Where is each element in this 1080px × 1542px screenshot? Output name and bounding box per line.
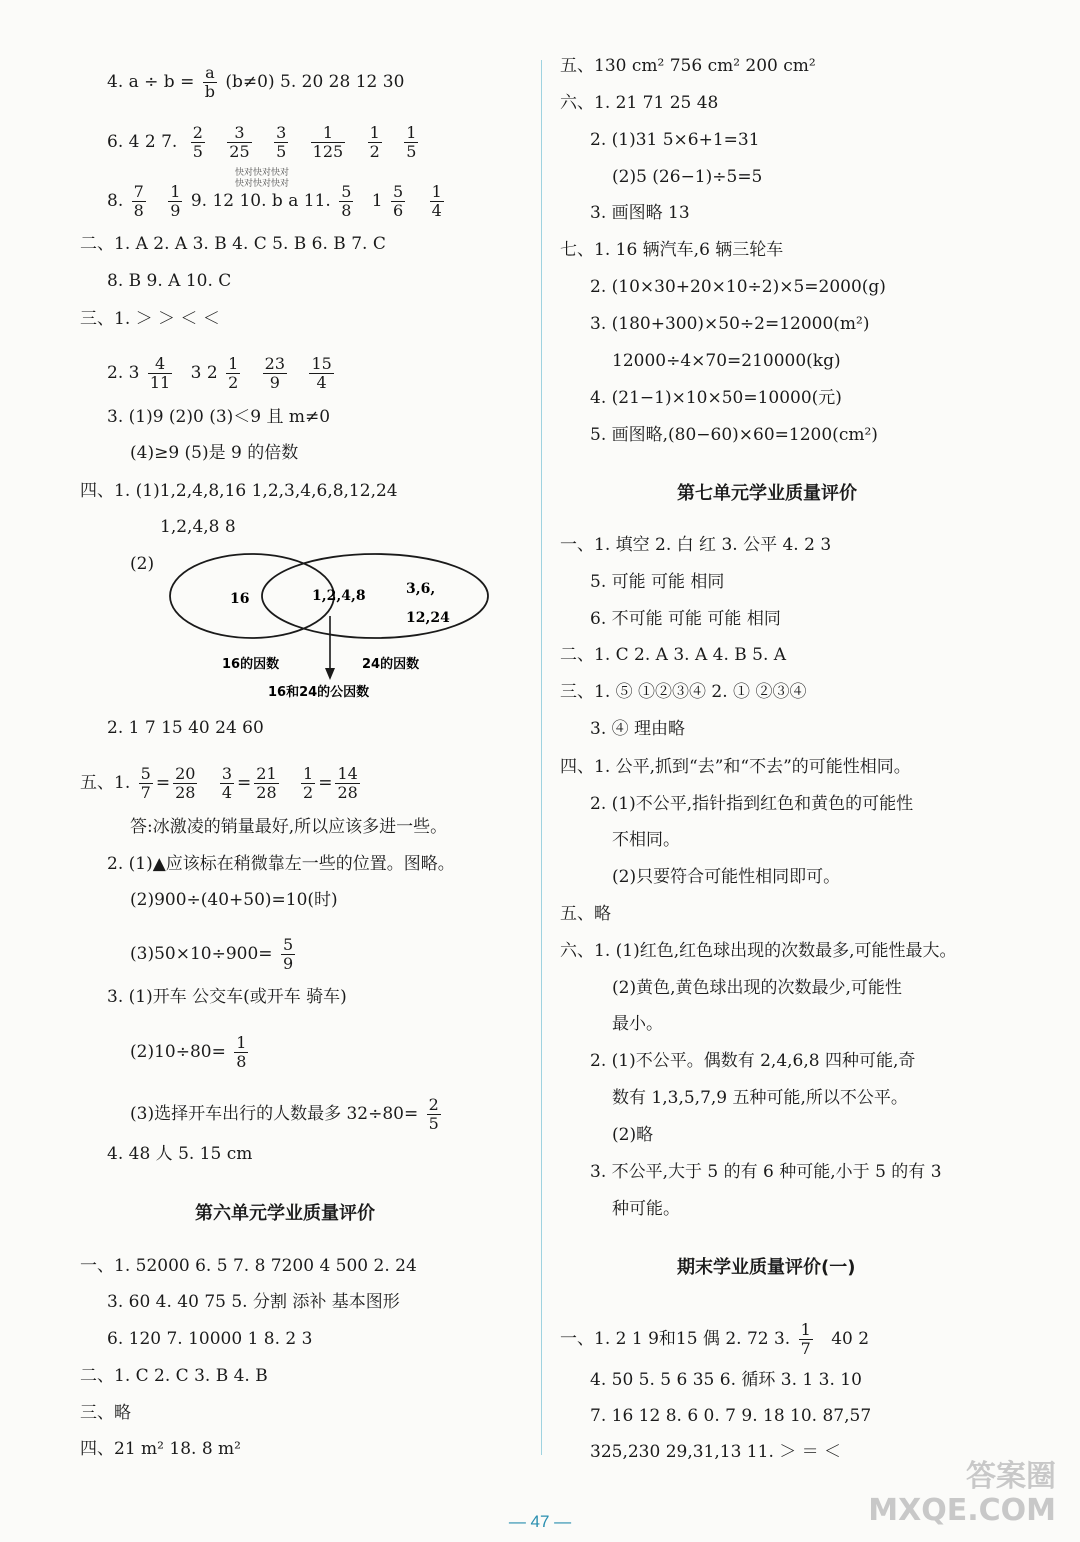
answer-line: 4. a ÷ b = $\frac{a}{b}$ (b≠0) 5. 20 28 12 30 (107, 63, 405, 101)
answer-line: (2) (130, 554, 155, 574)
page-number: — 47 — (508, 1512, 572, 1531)
venn-mid-text: 1,2,4,8 (312, 588, 366, 604)
answer-line: 5. 画图略,(80−60)×60=1200(cm²) (590, 425, 878, 445)
answer-line: 一、1. 填空 2. 白 红 3. 公平 4. 2 3 (560, 535, 832, 555)
venn-diagram (160, 548, 500, 703)
answer-line: 六、1. (1)红色,红色球出现的次数最多,可能性最大。 (560, 941, 957, 961)
answer-line: 五、1. $\frac{5}{7}$ = $\frac{20}{28}$ $\frac{3}{4}$ = $\frac{21}{28}$ $\frac{1}{2}$ = $\frac{14}{28}$ (80, 764, 358, 802)
answer-line: 数有 1,3,5,7,9 五种可能,所以不公平。 (612, 1088, 908, 1108)
answer-line: 一、1. 2 1 9和15 偶 2. 72 3. $\frac{1}{7}$ 40 2 (560, 1320, 870, 1358)
answer-line: 三、1. ⑤ ①②③④ 2. ① ②③④ (560, 682, 807, 702)
venn-right-circle (262, 554, 488, 638)
answer-line: (2)10÷80= $\frac{1}{8}$ (130, 1033, 247, 1071)
venn-label-bottom: 16和24的公因数 (268, 685, 370, 700)
answer-line: (2)略 (612, 1125, 654, 1145)
answer-line: 3. 画图略 13 (590, 203, 690, 223)
answer-line: 4. (21−1)×10×50=10000(元) (590, 388, 842, 408)
answer-line: 四、1. (1)1,2,4,8,16 1,2,3,4,6,8,12,24 (80, 481, 398, 501)
answer-line: 8. B 9. A 10. C (107, 271, 232, 291)
answer-line: 四、21 m² 18. 8 m² (80, 1439, 241, 1459)
answer-line: 一、1. 52000 6. 5 7. 8 7200 4 500 2. 24 (80, 1256, 417, 1276)
answer-line: 答:冰激凌的销量最好,所以应该多进一些。 (130, 817, 448, 837)
answer-line: 六、1. 21 71 25 48 (560, 93, 719, 113)
venn-right-text-1: 3,6, (406, 581, 436, 597)
section-heading: 第七单元学业质量评价 (677, 483, 857, 504)
answer-line: 6. 不可能 可能 可能 相同 (590, 609, 781, 629)
section-heading: 期末学业质量评价(一) (677, 1257, 856, 1278)
answer-line: 8. $\frac{7}{8}$ $\frac{1}{9}$ 9. 12 10. b a 11. $\frac{5}{8}$ 1 $\frac{5}{6}$ $\frac{1}{4}$ (107, 182, 442, 220)
watermark-stamp: 快对快对快对 快对快对快对 (235, 168, 290, 189)
answer-line: 6. 120 7. 10000 1 8. 2 3 (107, 1329, 313, 1349)
answer-line: 2. (10×30+20×10÷2)×5=2000(g) (590, 277, 886, 297)
answer-line: 2. (1)31 5×6+1=31 (590, 130, 760, 150)
fraction: $\frac{a}{b}$ (204, 63, 215, 101)
answer-line: 五、略 (560, 904, 611, 924)
answer-line: 3. (1)开车 公交车(或开车 骑车) (107, 987, 347, 1007)
venn-label-left: 16的因数 (222, 657, 280, 672)
venn-left-text: 16 (230, 591, 250, 607)
answer-line: 1,2,4,8 8 (160, 517, 236, 537)
answer-line: 种可能。 (612, 1199, 680, 1219)
section-heading: 第六单元学业质量评价 (195, 1203, 375, 1224)
column-divider (541, 60, 542, 1455)
venn-label-right: 24的因数 (362, 657, 420, 672)
answer-line: 七、1. 16 辆汽车,6 辆三轮车 (560, 240, 784, 260)
answer-line: (4)≥9 (5)是 9 的倍数 (130, 443, 299, 463)
answer-line: 最小。 (612, 1014, 663, 1034)
answer-line: 五、130 cm² 756 cm² 200 cm² (560, 56, 816, 76)
answer-line: 四、1. 公平,抓到“去”和“不去”的可能性相同。 (560, 757, 911, 777)
venn-arrow-head (325, 668, 335, 680)
venn-left-circle (170, 554, 334, 638)
answer-line: 2. (1)▲应该标在稍微靠左一些的位置。图略。 (107, 854, 455, 874)
answer-line: (3)50×10÷900= $\frac{5}{9}$ (130, 935, 294, 973)
answer-line: 二、1. C 2. C 3. B 4. B (80, 1366, 268, 1386)
answer-line: (3)选择开车出行的人数最多 32÷80= $\frac{2}{5}$ (130, 1095, 439, 1133)
venn-right-text-2: 12,24 (406, 610, 450, 626)
answer-line: (2)黄色,黄色球出现的次数最少,可能性 (612, 978, 902, 998)
answer-line: 2. (1)不公平,指针指到红色和黄色的可能性 (590, 794, 914, 814)
answer-line: 5. 可能 可能 相同 (590, 572, 725, 592)
answer-line: 二、1. C 2. A 3. A 4. B 5. A (560, 645, 787, 665)
answer-line: 7. 16 12 8. 6 0. 7 9. 18 10. 87,57 (590, 1406, 872, 1426)
answer-line: 三、1. ＞ ＞ ＜ ＜ (80, 309, 220, 329)
answer-line: 4. 50 5. 5 6 35 6. 循环 3. 1 3. 10 (590, 1370, 862, 1390)
answer-line: (2)5 (26−1)÷5=5 (612, 167, 763, 187)
answer-line: 不相同。 (612, 830, 680, 850)
answer-line: 325,230 29,31,13 11. ＞ ＝ ＜ (590, 1442, 842, 1462)
answer-line: 三、略 (80, 1403, 131, 1423)
answer-line: 二、1. A 2. A 3. B 4. C 5. B 6. B 7. C (80, 234, 386, 254)
answer-line: 2. 3 $\frac{4}{11}$ 3 2 $\frac{1}{2}$ $\frac{23}{9}$ $\frac{15}{4}$ (107, 354, 332, 392)
answer-line: 4. 48 人 5. 15 cm (107, 1144, 253, 1164)
answer-line: 6. 4 2 7. $\frac{2}{5}$ $\frac{3}{25}$ $\frac{3}{5}$ $\frac{1}{125}$ $\frac{1}{2}$ $\frac{1}{5}$ (107, 123, 417, 161)
answer-line: 2. 1 7 15 40 24 60 (107, 718, 264, 738)
answer-line: 3. (1)9 (2)0 (3)＜9 且 m≠0 (107, 407, 331, 427)
answer-line: 3. 60 4. 40 75 5. 分割 添补 基本图形 (107, 1292, 400, 1312)
answer-line: 2. (1)不公平。偶数有 2,4,6,8 四种可能,奇 (590, 1051, 916, 1071)
brand-watermark: 答案圈 MXQE.COM (868, 1459, 1056, 1528)
answer-line: 3. (180+300)×50÷2=12000(m²) (590, 314, 870, 334)
answer-line: 3. 不公平,大于 5 的有 6 种可能,小于 5 的有 3 (590, 1162, 942, 1182)
answer-line: (2)900÷(40+50)=10(时) (130, 890, 338, 910)
answer-line: (2)只要符合可能性相同即可。 (612, 867, 841, 887)
answer-line: 3. ④ 理由略 (590, 719, 686, 739)
answer-line: 12000÷4×70=210000(kg) (612, 351, 841, 371)
